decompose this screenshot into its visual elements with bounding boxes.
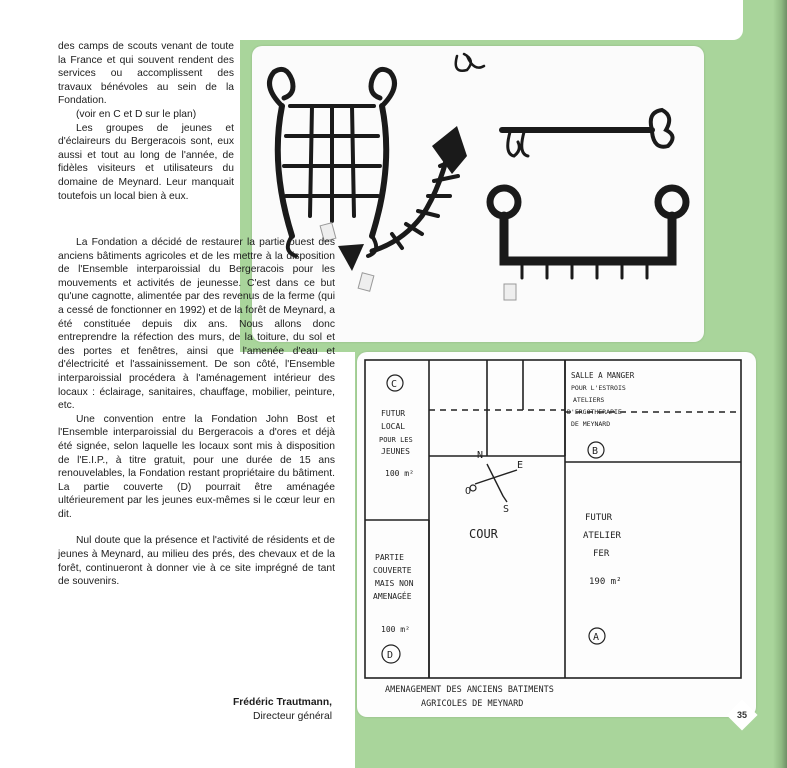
room-d-line-2: COUVERTE [373,566,412,575]
room-c-line-3: POUR LES [379,436,413,444]
page-number: 35 [736,710,747,720]
room-d-line-4: AMENAGÉE [373,592,412,601]
room-a-line-1: FUTUR [585,513,613,523]
room-c-area: 100 m² [385,469,414,478]
compass [470,464,517,502]
room-d-letter: D [387,650,394,661]
compass-e: E [517,460,524,471]
article-paragraph-4: Une convention entre la Fondation John Bost et l'Ensemble interparoissial du Bergeracois a d'ores et déjà été signée, selon laquelle les locaux sont mis à disposition de l'E.I.P., à titre gratuit, pour une durée de 15 ans renouvelables, la Fondation restant propriétaire du bâtiment. La partie couverte (D) pourrait être aménagée ultérieurement par les jeunes eux-mêmes si le cœur leur en dit. [58,413,335,520]
building-plan [357,352,756,717]
article-paragraph-3: La Fondation a décidé de restaurer la partie ouest des anciens bâtiments agricoles et de les mettre à la disposition de l'Ensemble interparoissial du Bergeracois pour les mouvements et activités de jeunesse. C'est dans ce but qu'une cagnotte, alimentée par des revenus de la ferme (qui a cessé de fonctionner en 1992) et de la forêt de Meynard, a été constituée depuis dix ans. Nous allons donc entreprendre la réfection des murs, de la toiture, du sol et des portes et fenêtres, ainsi que l'amenée d'eau et d'électricité et l'assainissement. De son côté, l'Ensemble interparoissial procédera à l'aménagement intérieur des locaux : éclairage, sanitaires, chauffage, mobilier, peinture, etc. [58,237,335,412]
court-label: COUR [469,527,498,541]
room-d-area: 100 m² [381,625,410,634]
plan-caption-line-2: AGRICOLES DE MEYNARD [421,699,524,709]
room-c-letter: C [391,379,398,390]
article-column-main [58,236,335,589]
room-b-line-4: D'ERGOTHERAPIE [567,408,622,416]
article-column-top [58,40,234,203]
top-white-panel [355,0,743,40]
room-b-line-3: ATELIERS [573,396,605,404]
compass-s: S [503,504,510,515]
room-d-line-3: MAIS NON [375,579,414,588]
room-a-area: 190 m² [589,577,622,587]
room-c-line-1: FUTUR [381,409,406,418]
author-title: Directeur général [253,711,332,722]
room-b-letter: B [592,446,599,457]
article-paragraph-5: Nul doute que la présence et l'activité de résidents et de jeunes à Meynard, au milieu des prés, des chevaux et de la forêt, continueront à donner vie à ce site imprégné de tant de souvenirs. [58,535,335,588]
room-c-line-4: JEUNES [381,447,410,456]
author-name: Frédéric Trautmann, [233,697,332,708]
room-b-line-5: DE MEYNARD [571,420,611,428]
room-a-line-2: ATELIER [583,531,621,541]
article-plan-reference: (voir en C et D sur le plan) [76,108,197,120]
article-paragraph-2: Les groupes de jeunes et d'éclaireurs du Bergeracois sont, eux aussi et tout au long de l'année, de fidèles visiteurs et utilisateurs du domaine de Meynard. Leur manquait toutefois un local bien à eux. [58,122,234,202]
room-a-line-3: FER [593,549,610,559]
page-spine [773,0,787,768]
room-c-line-2: LOCAL [381,422,406,431]
compass-n: N [477,450,484,461]
plan-caption-line-1: AMENAGEMENT DES ANCIENS BATIMENTS [385,685,554,695]
room-b-line-1: SALLE A MANGER [571,371,635,380]
room-b-line-2: POUR L'ESTROIS [571,384,626,392]
room-a-letter: A [593,632,600,643]
compass-o: O [465,486,472,497]
room-d-line-1: PARTIE [375,553,404,562]
article-paragraph-1: des camps de scouts venant de toute la France et qui souvent rendent des services ou accomplissent des travaux bénévoles au sein de la Fondation. [58,41,234,107]
plan-outer-wall [365,360,741,678]
